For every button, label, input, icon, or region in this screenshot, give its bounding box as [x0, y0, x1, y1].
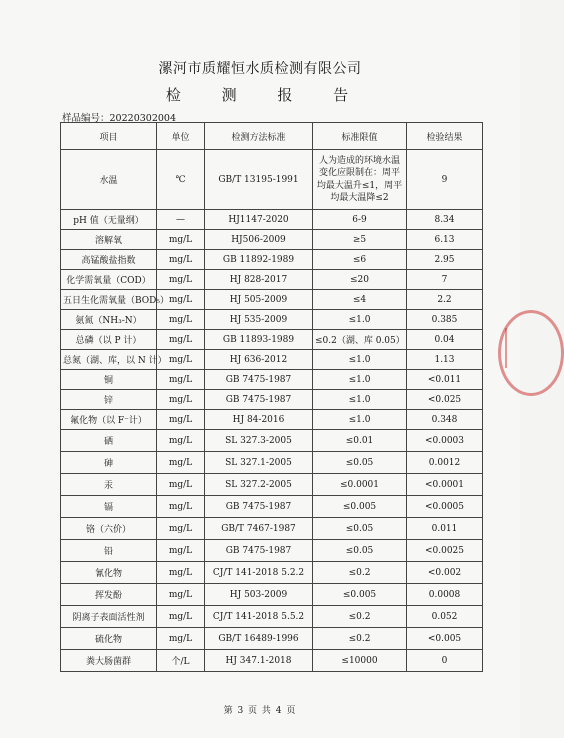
cell-unit: mg/L — [157, 628, 205, 650]
cell-item: 高锰酸盐指数 — [61, 250, 157, 270]
red-seal-mark — [505, 328, 519, 368]
cell-item: 挥发酚 — [61, 584, 157, 606]
cell-method: HJ 503-2009 — [205, 584, 313, 606]
table-row — [61, 290, 483, 310]
cell-item: pH 值（无量纲） — [61, 210, 157, 230]
cell-limit: ≤0.2 — [313, 606, 407, 628]
cell-result: <0.005 — [407, 628, 483, 650]
cell-unit: — — [157, 210, 205, 230]
cell-result: 8.34 — [407, 210, 483, 230]
sample-label: 样品编号： — [62, 113, 110, 124]
cell-method: HJ 535-2009 — [205, 310, 313, 330]
cell-method: CJ/T 141-2018 5.5.2 — [205, 606, 313, 628]
cell-limit: ≤0.05 — [313, 540, 407, 562]
table-row — [61, 606, 483, 628]
table-row — [61, 540, 483, 562]
cell-limit: ≤1.0 — [313, 370, 407, 390]
cell-unit: mg/L — [157, 410, 205, 430]
cell-result: <0.0025 — [407, 540, 483, 562]
cell-result: <0.0005 — [407, 496, 483, 518]
cell-item: 硫化物 — [61, 628, 157, 650]
cell-limit: ≤0.01 — [313, 430, 407, 452]
report-title: 检 测 报 告 — [165, 86, 367, 104]
cell-result: 0.385 — [407, 310, 483, 330]
col-header-item: 项目 — [61, 123, 157, 150]
table-row — [61, 452, 483, 474]
cell-item: 氨氮（NH₃-N） — [61, 310, 157, 330]
cell-item: 粪大肠菌群 — [61, 650, 157, 672]
cell-unit: mg/L — [157, 562, 205, 584]
cell-result: <0.025 — [407, 390, 483, 410]
table-row — [61, 390, 483, 410]
cell-method: SL 327.1-2005 — [205, 452, 313, 474]
cell-method: GB/T 16489-1996 — [205, 628, 313, 650]
cell-method: GB 11893-1989 — [205, 330, 313, 350]
cell-unit: mg/L — [157, 310, 205, 330]
cell-result: 2.95 — [407, 250, 483, 270]
table-row — [61, 474, 483, 496]
cell-unit: mg/L — [157, 496, 205, 518]
cell-unit: mg/L — [157, 230, 205, 250]
cell-result: <0.011 — [407, 370, 483, 390]
cell-item: 锌 — [61, 390, 157, 410]
cell-method: GB 7475-1987 — [205, 390, 313, 410]
col-header-method: 检测方法标准 — [205, 123, 313, 150]
cell-result: 0.052 — [407, 606, 483, 628]
cell-unit: ℃ — [157, 150, 205, 210]
table-row — [61, 150, 483, 210]
table-row — [61, 330, 483, 350]
cell-result: 0.011 — [407, 518, 483, 540]
cell-limit: ≤0.2 — [313, 562, 407, 584]
cell-result: 0 — [407, 650, 483, 672]
table-row — [61, 628, 483, 650]
cell-result: 2.2 — [407, 290, 483, 310]
cell-unit: mg/L — [157, 370, 205, 390]
col-header-unit: 单位 — [157, 123, 205, 150]
cell-item: 总氮（湖、库，以 N 计） — [61, 350, 157, 370]
table-row — [61, 518, 483, 540]
cell-method: HJ1147-2020 — [205, 210, 313, 230]
cell-result: <0.0003 — [407, 430, 483, 452]
table-row — [61, 310, 483, 330]
cell-method: GB 7475-1987 — [205, 540, 313, 562]
cell-item: 铅 — [61, 540, 157, 562]
cell-method: HJ 347.1-2018 — [205, 650, 313, 672]
cell-limit: ≥5 — [313, 230, 407, 250]
cell-item: 砷 — [61, 452, 157, 474]
cell-limit: ≤10000 — [313, 650, 407, 672]
company-name: 漯河市质耀恒水质检测有限公司 — [158, 61, 362, 77]
cell-result: 0.0008 — [407, 584, 483, 606]
cell-unit: 个/L — [157, 650, 205, 672]
table-row — [61, 350, 483, 370]
table-row — [61, 230, 483, 250]
cell-unit: mg/L — [157, 430, 205, 452]
cell-item: 化学需氧量（COD） — [61, 270, 157, 290]
cell-unit: mg/L — [157, 390, 205, 410]
cell-unit: mg/L — [157, 330, 205, 350]
sample-value: 20220302004 — [109, 113, 177, 124]
page-footer: 第 3 页 共 4 页 — [223, 706, 297, 716]
table-row — [61, 496, 483, 518]
cell-limit: ≤0.05 — [313, 452, 407, 474]
cell-limit: ≤1.0 — [313, 410, 407, 430]
cell-result: <0.002 — [407, 562, 483, 584]
cell-result: 0.04 — [407, 330, 483, 350]
cell-limit: ≤1.0 — [313, 310, 407, 330]
cell-method: SL 327.2-2005 — [205, 474, 313, 496]
results-table — [60, 122, 483, 672]
cell-unit: mg/L — [157, 540, 205, 562]
cell-item: 五日生化需氧量（BOD₅） — [61, 290, 157, 310]
cell-limit: 人为造成的环境水温变化应限制在：周平均最大温升≤1，周平均最大温降≤2 — [313, 150, 407, 210]
cell-result: 0.348 — [407, 410, 483, 430]
cell-method: HJ 84-2016 — [205, 410, 313, 430]
cell-limit: ≤1.0 — [313, 350, 407, 370]
cell-method: GB 7475-1987 — [205, 496, 313, 518]
cell-method: HJ 505-2009 — [205, 290, 313, 310]
table-row — [61, 410, 483, 430]
table-row — [61, 650, 483, 672]
cell-item: 镉 — [61, 496, 157, 518]
table-row — [61, 584, 483, 606]
cell-method: CJ/T 141-2018 5.2.2 — [205, 562, 313, 584]
cell-limit: ≤0.2 — [313, 628, 407, 650]
cell-result: 7 — [407, 270, 483, 290]
table-row — [61, 210, 483, 230]
cell-result: 1.13 — [407, 350, 483, 370]
table-row — [61, 430, 483, 452]
cell-result: <0.0001 — [407, 474, 483, 496]
cell-limit: ≤0.0001 — [313, 474, 407, 496]
cell-method: GB 11892-1989 — [205, 250, 313, 270]
table-row — [61, 250, 483, 270]
cell-result: 9 — [407, 150, 483, 210]
cell-unit: mg/L — [157, 270, 205, 290]
cell-limit: ≤0.005 — [313, 496, 407, 518]
table-row — [61, 370, 483, 390]
cell-result: 6.13 — [407, 230, 483, 250]
cell-unit: mg/L — [157, 350, 205, 370]
cell-item: 硒 — [61, 430, 157, 452]
cell-item: 溶解氧 — [61, 230, 157, 250]
cell-limit: ≤4 — [313, 290, 407, 310]
cell-limit: 6-9 — [313, 210, 407, 230]
cell-unit: mg/L — [157, 518, 205, 540]
cell-item: 阴离子表面活性剂 — [61, 606, 157, 628]
cell-limit: ≤0.005 — [313, 584, 407, 606]
cell-limit: ≤1.0 — [313, 390, 407, 410]
table-row — [61, 562, 483, 584]
cell-item: 总磷（以 P 计） — [61, 330, 157, 350]
cell-unit: mg/L — [157, 474, 205, 496]
cell-limit: ≤0.2（湖、库 0.05） — [313, 330, 407, 350]
cell-method: HJ506-2009 — [205, 230, 313, 250]
cell-result: 0.0012 — [407, 452, 483, 474]
cell-limit: ≤0.05 — [313, 518, 407, 540]
cell-unit: mg/L — [157, 290, 205, 310]
cell-method: GB 7475-1987 — [205, 370, 313, 390]
cell-item: 水温 — [61, 150, 157, 210]
cell-item: 氰化物 — [61, 562, 157, 584]
cell-method: GB/T 7467-1987 — [205, 518, 313, 540]
cell-method: GB/T 13195-1991 — [205, 150, 313, 210]
col-header-limit: 标准限值 — [313, 123, 407, 150]
cell-method: SL 327.3-2005 — [205, 430, 313, 452]
cell-item: 铬（六价） — [61, 518, 157, 540]
table-header-row — [61, 123, 483, 150]
cell-limit: ≤6 — [313, 250, 407, 270]
cell-method: HJ 828-2017 — [205, 270, 313, 290]
cell-item: 铜 — [61, 370, 157, 390]
cell-unit: mg/L — [157, 452, 205, 474]
cell-unit: mg/L — [157, 250, 205, 270]
cell-unit: mg/L — [157, 606, 205, 628]
cell-limit: ≤20 — [313, 270, 407, 290]
cell-item: 汞 — [61, 474, 157, 496]
cell-item: 氟化物（以 F⁻计） — [61, 410, 157, 430]
col-header-result: 检验结果 — [407, 123, 483, 150]
cell-unit: mg/L — [157, 584, 205, 606]
cell-method: HJ 636-2012 — [205, 350, 313, 370]
table-row — [61, 270, 483, 290]
